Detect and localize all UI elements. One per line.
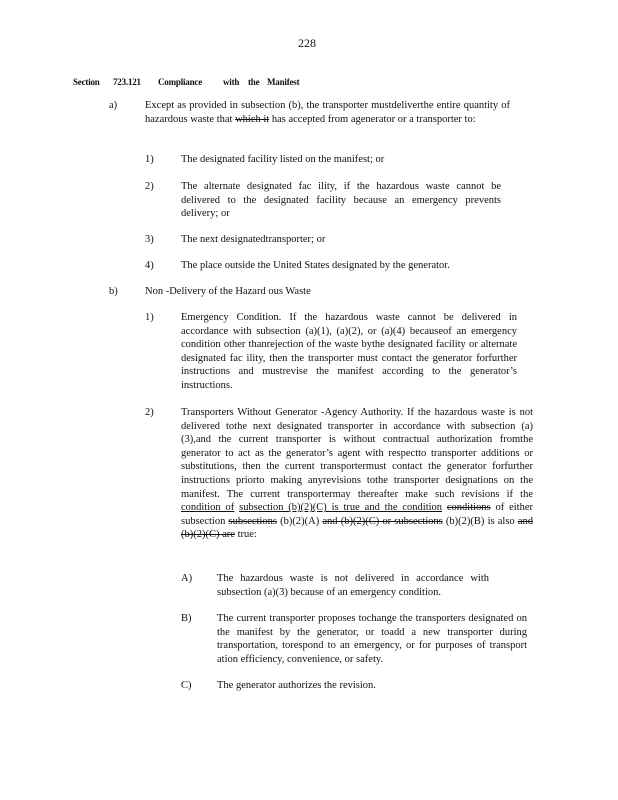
list-item-label: 2) — [145, 407, 154, 418]
list-item-text: The next designatedtransporter; or — [181, 234, 326, 245]
section-title-word: Compliance — [158, 77, 202, 87]
subsection-b-label: b) — [109, 286, 118, 297]
list-item-label: A) — [181, 573, 193, 584]
list-item-text: The hazardous waste is not delivered in accordance with subsection (a)(3) because of an emergency condition. — [217, 573, 489, 598]
emergency-condition-text: Emergency Condition. If the hazardous waste cannot be delivered in accordance with subsection (a)(1), (a)(2), or (a)(4) becauseof an emergency condition other thanrejection of the waste bythe designated facility or alternate designated fac ility, then the transporter must contact the generator forfurther instructions and mustrevise the manifest according to the generator’s instructions. — [181, 312, 517, 391]
section-label: Section — [73, 77, 100, 87]
list-item-text: The designated facility listed on the manifest; or — [181, 154, 385, 165]
section-title-word: with — [223, 77, 240, 87]
struck-text: subsections — [228, 515, 277, 527]
list-item-label: B) — [181, 613, 192, 624]
list-item-label: 3) — [145, 234, 154, 245]
struck-text: and (b)(2)(C) or subsections — [322, 515, 443, 527]
list-item-label: 1) — [145, 154, 154, 165]
inserted-text: condition of — [181, 502, 235, 514]
list-item-text: The place outside the United States designated by the generator. — [181, 260, 450, 271]
struck-text: conditions — [446, 502, 491, 514]
list-item-label: 2) — [145, 181, 154, 192]
page-number: 228 — [298, 36, 316, 50]
list-item-text: The alternate designated fac ility, if the hazardous waste cannot be delivered to the designated facility because an emergency prevents delivery; or — [181, 181, 501, 220]
struck-text: and (b)(2)(C) are — [181, 515, 534, 541]
list-item-label: 1) — [145, 312, 154, 323]
list-item-text: The generator authorizes the revision. — [217, 680, 376, 691]
struck-text: which it — [235, 113, 270, 125]
subsection-a-text: Except as provided in subsection (b), the transporter mustdeliverthe entire quantity of hazardous waste that which it has accepted from agenerator or a transporter to: — [145, 100, 510, 125]
subsection-a-label: a) — [109, 100, 118, 111]
section-title-word: the — [248, 77, 260, 87]
list-item-label: C) — [181, 680, 192, 691]
subsection-b-heading: Non -Delivery of the Hazard ous Waste — [145, 286, 311, 297]
inserted-text: subsection (b)(2)(C) is true and the condition — [239, 502, 443, 514]
section-number: 723.121 — [113, 77, 141, 87]
transporters-authority-text: Transporters Without Generator -Agency Authority. If the hazardous waste is not delivered tothe next designated transporter in accordance with subsection (a)(3),and the current transporter is without contractual authorization fromthe generator to act as the generator’s agent with respectto transporter additions or substitutions, then the current transportermust contact the generator forfurther instructions priorto making anyrevisions tothe transporter designations on the manifest. The current transportermay thereafter make such revisions if the condition of subsection (b)(2)(C) is true and the condition conditions of either subsection subsections (b)(2)(A) and (b)(2)(C) or subsections (b)(2)(B) is also and (b)(2)(C) are true: — [181, 407, 534, 541]
list-item-label: 4) — [145, 260, 154, 271]
list-item-text: The current transporter proposes tochange the transporters designated on the manifest by the generator, or toadd a new transporter during transportation, torespond to an emergency, or for purposes of transport ation efficiency, convenience, or safety. — [217, 613, 527, 665]
section-title-word: Manifest — [267, 77, 300, 87]
